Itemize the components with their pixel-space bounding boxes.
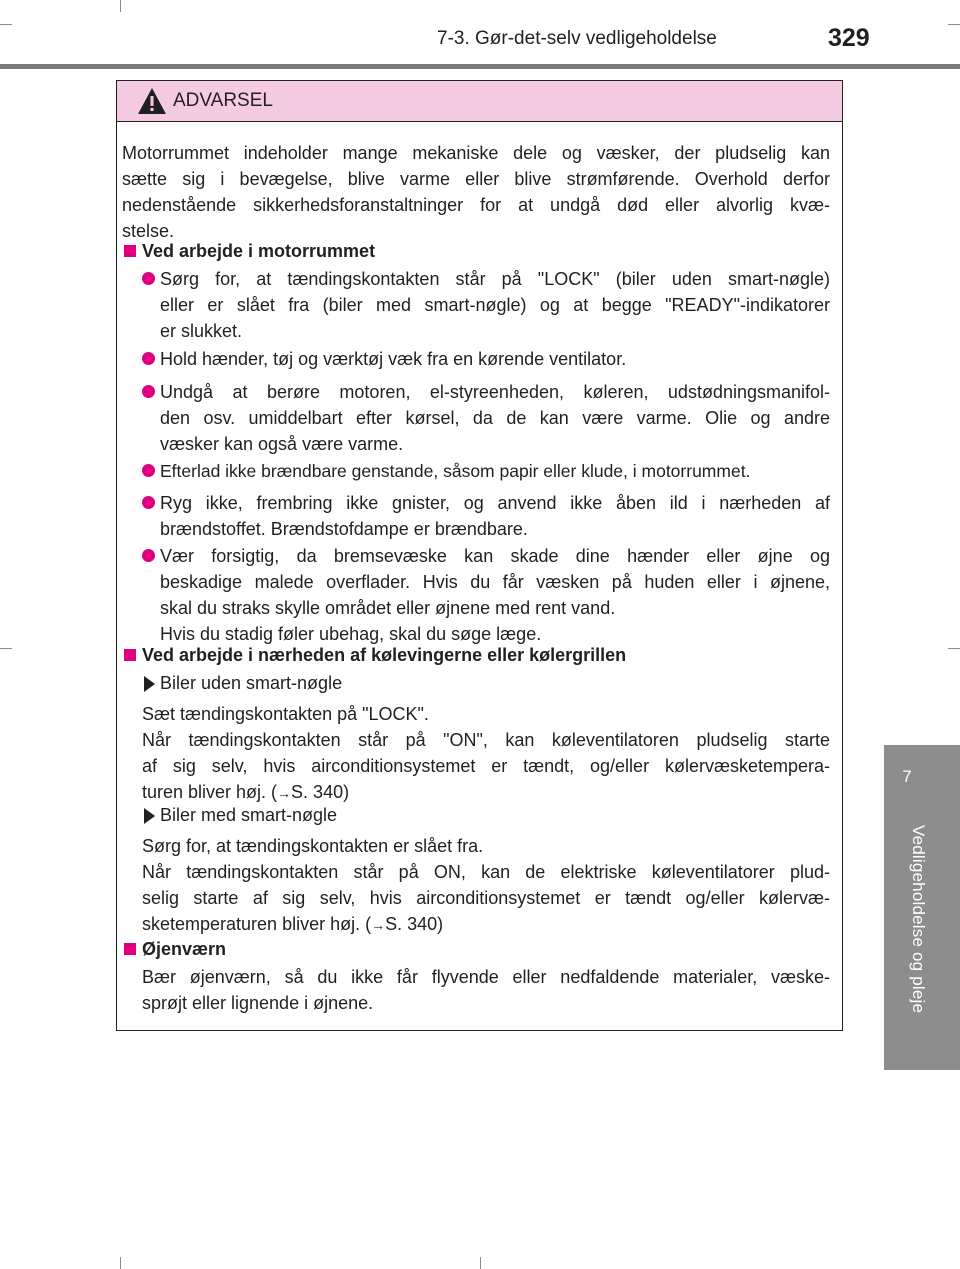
crop-mark	[120, 1257, 121, 1269]
sub-paragraph	[142, 833, 830, 938]
section-square-bullet	[124, 245, 136, 257]
crop-mark	[0, 648, 12, 649]
intro-line: sætte sig i bevægelse, blive varme eller blive strømførende. Overhold derfor	[122, 169, 830, 189]
warning-title: ADVARSEL	[173, 90, 273, 111]
item-line: Hvis du stadig føler ubehag, skal du søge læge.	[160, 624, 542, 644]
item-line: den osv. umiddelbart efter kørsel, da de kan være varme. Olie og andre	[160, 408, 830, 428]
header-rule	[0, 64, 960, 69]
reference-arrow-icon: →	[277, 785, 292, 801]
intro-line: stelse.	[122, 221, 175, 241]
item-line: Vær forsigtig, da bremsevæske kan skade dine hænder eller øjne og	[160, 546, 830, 566]
bullet-dot	[142, 496, 155, 509]
page-reference[interactable]: S. 340)	[291, 782, 350, 802]
item-line: eller er slået fra (biler med smart-nøgle) og at begge "READY"-indikatorer	[160, 295, 830, 315]
bullet-item	[160, 490, 830, 542]
bullet-dot	[142, 272, 155, 285]
item-line: er slukket.	[160, 321, 243, 341]
warning-triangle-icon	[137, 87, 167, 115]
item-line: beskadige malede overflader. Hvis du får væsken på huden eller i øjnene,	[160, 572, 830, 592]
para-line: selig starte af sig selv, hvis airconditionsystemet er tændt og/eller kølervæ-	[142, 888, 830, 908]
warning-header	[117, 81, 842, 122]
chapter-side-tab	[884, 745, 960, 1070]
item-line: Undgå at berøre motoren, el-styreenheden, køleren, udstødningsmanifol-	[160, 382, 830, 402]
warning-box	[116, 80, 843, 1031]
item-line: Ryg ikke, frembring ikke gnister, og anvend ikke åben ild i nærheden af	[160, 493, 830, 513]
para-line: af sig selv, hvis airconditionsystemet er tændt, og/eller kølervæsketempera-	[142, 756, 830, 776]
page-number: 329	[828, 24, 870, 52]
sub-heading: Biler med smart-nøgle	[160, 805, 338, 825]
bullet-item	[160, 458, 832, 484]
page-reference[interactable]: S. 340)	[385, 914, 444, 934]
section-square-bullet	[124, 649, 136, 661]
chapter-title: Vedligeholdelse og pleje	[909, 825, 928, 1014]
bullet-item	[160, 379, 830, 457]
section-heading: Ved arbejde i motorrummet	[142, 241, 376, 261]
chapter-number: 7	[902, 767, 912, 786]
reference-arrow-icon: →	[371, 917, 386, 933]
para-line: Sæt tændingskontakten på "LOCK".	[142, 704, 429, 724]
section-square-bullet	[124, 943, 136, 955]
item-line: skal du straks skylle området eller øjnene med rent vand.	[160, 598, 616, 618]
para-line: Når tændingskontakten står på ON, kan de elektriske køleventilatorer plud-	[142, 862, 830, 882]
bullet-item	[160, 543, 830, 647]
bullet-item	[160, 266, 830, 344]
crop-mark	[948, 648, 960, 649]
warning-intro	[122, 140, 830, 244]
bullet-dot	[142, 549, 155, 562]
intro-line: Motorrummet indeholder mange mekaniske dele og væsker, der pludselig kan	[122, 143, 830, 163]
item-line: Sørg for, at tændingskontakten står på "LOCK" (biler uden smart-nøgle)	[160, 269, 830, 289]
item-line: Hold hænder, tøj og værktøj væk fra en kørende ventilator.	[160, 349, 627, 369]
page-header	[0, 0, 960, 70]
crop-mark	[480, 1257, 481, 1269]
section-heading: Ved arbejde i nærheden af kølevingerne eller kølergrillen	[142, 645, 627, 665]
section-title: 7-3. Gør-det-selv vedligeholdelse	[437, 28, 717, 49]
para-line	[142, 911, 830, 938]
para-line: Når tændingskontakten står på "ON", kan køleventilatoren pludselig starte	[142, 730, 830, 750]
item-line: Efterlad ikke brændbare genstande, såsom papir eller klude, i motorrummet.	[160, 461, 751, 481]
bullet-item	[160, 346, 830, 372]
para-line: Bær øjenværn, så du ikke får flyvende eller nedfaldende materialer, væske-	[142, 967, 830, 987]
sub-arrow-icon	[144, 676, 155, 692]
para-text: turen bliver høj. (	[142, 782, 278, 802]
sub-paragraph	[142, 701, 830, 806]
bullet-dot	[142, 464, 155, 477]
bullet-dot	[142, 385, 155, 398]
sub-arrow-icon	[144, 808, 155, 824]
intro-line: nedenstående sikkerhedsforanstaltninger for at undgå død eller alvorlig kvæ-	[122, 195, 830, 215]
bullet-dot	[142, 352, 155, 365]
item-line: væsker kan også være varme.	[160, 434, 404, 454]
para-line: Sørg for, at tændingskontakten er slået fra.	[142, 836, 484, 856]
item-line: brændstoffet. Brændstofdampe er brændbare.	[160, 519, 528, 539]
para-text: sketemperaturen bliver høj. (	[142, 914, 372, 934]
sub-paragraph	[142, 964, 830, 1016]
para-line: sprøjt eller lignende i øjnene.	[142, 993, 374, 1013]
section-heading: Øjenværn	[142, 939, 227, 959]
sub-heading: Biler uden smart-nøgle	[160, 673, 343, 693]
